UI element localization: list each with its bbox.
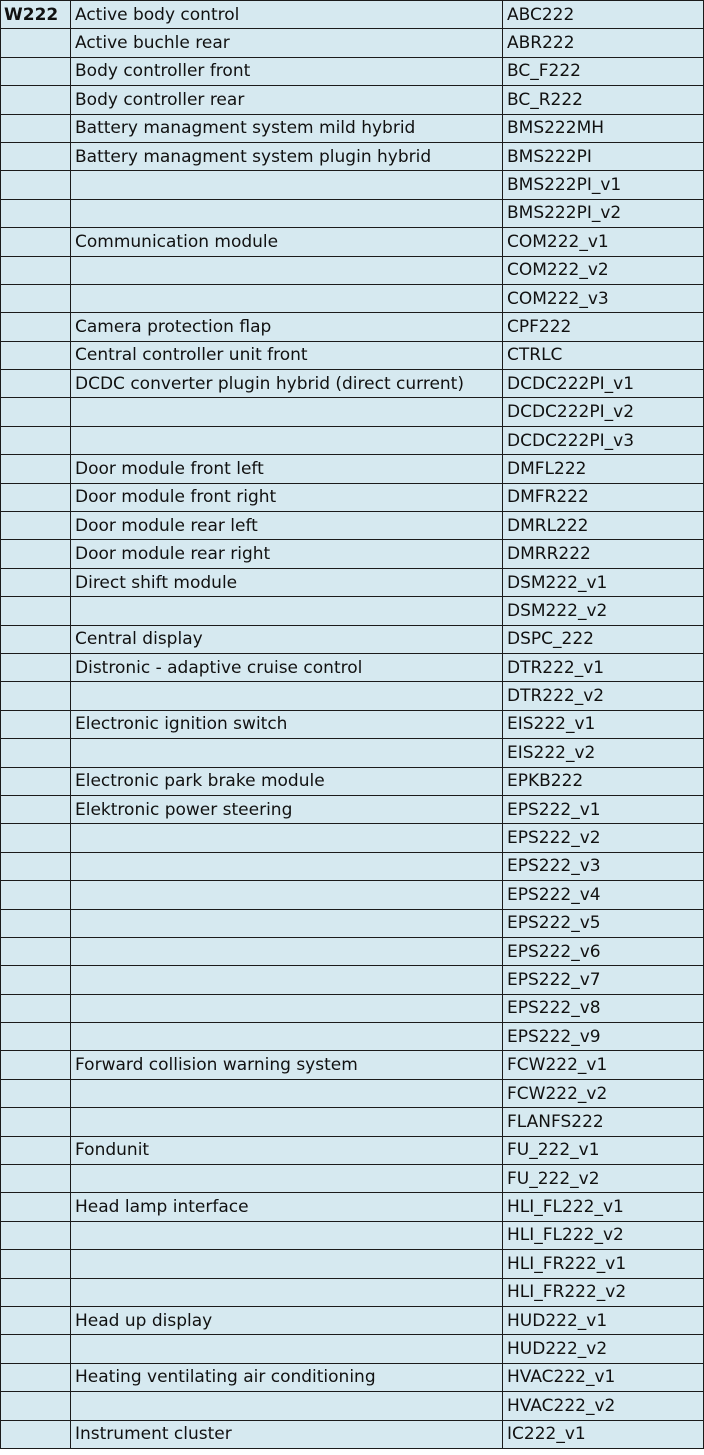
table-row <box>1 114 704 142</box>
table-row <box>1 909 704 937</box>
table-row <box>1 1278 704 1306</box>
module-code-cell: HUD222_v2 <box>503 1335 704 1363</box>
model-cell-empty <box>1 795 71 823</box>
module-name-cell <box>71 966 503 994</box>
module-name-cell: Direct shift module <box>71 568 503 596</box>
model-cell-empty <box>1 483 71 511</box>
model-cell-empty <box>1 313 71 341</box>
model-cell-empty <box>1 710 71 738</box>
module-name-cell: Head lamp interface <box>71 1193 503 1221</box>
module-code-cell: DCDC222PI_v1 <box>503 370 704 398</box>
module-code-cell: FCW222_v2 <box>503 1079 704 1107</box>
table-row <box>1 653 704 681</box>
module-code-cell: EPS222_v3 <box>503 852 704 880</box>
table-row <box>1 739 704 767</box>
model-cell-empty <box>1 57 71 85</box>
module-name-cell: Door module rear left <box>71 512 503 540</box>
table-row <box>1 1023 704 1051</box>
module-code-cell: CTRLC <box>503 341 704 369</box>
module-code-cell: DSM222_v2 <box>503 597 704 625</box>
module-code-cell: DMFL222 <box>503 455 704 483</box>
table-row <box>1 341 704 369</box>
module-code-cell: BC_R222 <box>503 86 704 114</box>
model-cell-empty <box>1 1363 71 1391</box>
module-name-cell <box>71 1079 503 1107</box>
module-name-cell: Active buchle rear <box>71 29 503 57</box>
model-cell-empty <box>1 824 71 852</box>
model-cell-empty <box>1 142 71 170</box>
model-cell-empty <box>1 994 71 1022</box>
module-code-cell: EPS222_v9 <box>503 1023 704 1051</box>
model-cell-empty <box>1 1193 71 1221</box>
model-cell-empty <box>1 284 71 312</box>
module-code-cell: EPS222_v7 <box>503 966 704 994</box>
module-code-cell: DCDC222PI_v3 <box>503 426 704 454</box>
module-code-cell: DTR222_v2 <box>503 682 704 710</box>
table-row <box>1 142 704 170</box>
module-code-cell: BMS222MH <box>503 114 704 142</box>
table-row <box>1 540 704 568</box>
table-row <box>1 426 704 454</box>
table-row <box>1 1108 704 1136</box>
module-name-cell: DCDC converter plugin hybrid (direct current) <box>71 370 503 398</box>
module-name-cell: Door module front right <box>71 483 503 511</box>
module-table-body <box>1 1 704 1449</box>
table-row <box>1 1363 704 1391</box>
module-code-cell: EPS222_v5 <box>503 909 704 937</box>
model-cell-empty <box>1 1165 71 1193</box>
table-row <box>1 994 704 1022</box>
model-cell-empty <box>1 1221 71 1249</box>
table-row <box>1 1051 704 1079</box>
table-row <box>1 1221 704 1249</box>
model-cell-empty <box>1 171 71 199</box>
table-row <box>1 171 704 199</box>
module-name-cell <box>71 1278 503 1306</box>
table-row <box>1 284 704 312</box>
module-name-cell <box>71 426 503 454</box>
module-code-cell: HLI_FR222_v1 <box>503 1250 704 1278</box>
module-name-cell <box>71 398 503 426</box>
module-code-cell: EPS222_v2 <box>503 824 704 852</box>
module-name-cell <box>71 1221 503 1249</box>
model-cell-empty <box>1 1051 71 1079</box>
table-row <box>1 1079 704 1107</box>
module-name-cell <box>71 199 503 227</box>
module-name-cell: Electronic ignition switch <box>71 710 503 738</box>
model-cell-empty <box>1 228 71 256</box>
model-cell-empty <box>1 86 71 114</box>
module-name-cell: Head up display <box>71 1306 503 1334</box>
module-code-cell: DMFR222 <box>503 483 704 511</box>
table-row <box>1 1165 704 1193</box>
model-cell-empty <box>1 966 71 994</box>
module-name-cell: Central display <box>71 625 503 653</box>
table-row <box>1 228 704 256</box>
module-name-cell: Elektronic power steering <box>71 795 503 823</box>
module-name-cell <box>71 1335 503 1363</box>
module-code-cell: BC_F222 <box>503 57 704 85</box>
table-row <box>1 483 704 511</box>
module-code-cell: FU_222_v2 <box>503 1165 704 1193</box>
module-name-cell: Central controller unit front <box>71 341 503 369</box>
module-code-cell: BMS222PI <box>503 142 704 170</box>
table-row <box>1 852 704 880</box>
module-name-cell <box>71 824 503 852</box>
module-code-cell: HUD222_v1 <box>503 1306 704 1334</box>
module-name-cell: Camera protection flap <box>71 313 503 341</box>
module-name-cell: Active body control <box>71 1 503 29</box>
module-name-cell: Electronic park brake module <box>71 767 503 795</box>
table-row <box>1 1136 704 1164</box>
module-code-cell: BMS222PI_v2 <box>503 199 704 227</box>
model-cell-empty <box>1 426 71 454</box>
model-cell-empty <box>1 512 71 540</box>
table-row <box>1 795 704 823</box>
model-cell-empty <box>1 1079 71 1107</box>
module-code-cell: DCDC222PI_v2 <box>503 398 704 426</box>
table-row <box>1 1250 704 1278</box>
table-row <box>1 625 704 653</box>
table-row <box>1 1335 704 1363</box>
module-name-cell: Body controller front <box>71 57 503 85</box>
table-row <box>1 682 704 710</box>
table-row <box>1 256 704 284</box>
module-name-cell: Body controller rear <box>71 86 503 114</box>
module-code-cell: DSM222_v1 <box>503 568 704 596</box>
module-name-cell: Fondunit <box>71 1136 503 1164</box>
model-cell-empty <box>1 1250 71 1278</box>
module-name-cell: Door module rear right <box>71 540 503 568</box>
module-code-cell: FCW222_v1 <box>503 1051 704 1079</box>
model-cell-empty <box>1 909 71 937</box>
table-row <box>1 1392 704 1420</box>
model-cell-empty <box>1 881 71 909</box>
model-cell-empty <box>1 370 71 398</box>
module-code-cell: HLI_FL222_v2 <box>503 1221 704 1249</box>
table-row <box>1 1 704 29</box>
model-cell-empty <box>1 767 71 795</box>
module-code-cell: COM222_v3 <box>503 284 704 312</box>
model-cell-empty <box>1 398 71 426</box>
model-cell-empty <box>1 1420 71 1448</box>
module-name-cell <box>71 909 503 937</box>
model-cell: W222 <box>1 1 71 29</box>
module-code-cell: IC222_v1 <box>503 1420 704 1448</box>
table-row <box>1 370 704 398</box>
model-cell-empty <box>1 682 71 710</box>
table-row <box>1 86 704 114</box>
module-code-cell: EPKB222 <box>503 767 704 795</box>
module-name-cell <box>71 1392 503 1420</box>
model-cell-empty <box>1 1392 71 1420</box>
module-name-cell <box>71 1165 503 1193</box>
table-row <box>1 710 704 738</box>
model-cell-empty <box>1 625 71 653</box>
module-code-cell: HLI_FR222_v2 <box>503 1278 704 1306</box>
model-cell-empty <box>1 1136 71 1164</box>
module-name-cell <box>71 739 503 767</box>
table-row <box>1 824 704 852</box>
model-cell-empty <box>1 29 71 57</box>
table-row <box>1 1420 704 1448</box>
model-cell-empty <box>1 852 71 880</box>
table-row <box>1 1193 704 1221</box>
module-name-cell <box>71 597 503 625</box>
module-name-cell <box>71 881 503 909</box>
module-code-cell: ABR222 <box>503 29 704 57</box>
model-cell-empty <box>1 739 71 767</box>
table-row <box>1 767 704 795</box>
module-code-cell: ABC222 <box>503 1 704 29</box>
module-code-cell: EIS222_v1 <box>503 710 704 738</box>
module-name-cell: Door module front left <box>71 455 503 483</box>
module-code-cell: DTR222_v1 <box>503 653 704 681</box>
module-code-cell: COM222_v2 <box>503 256 704 284</box>
module-code-cell: EPS222_v4 <box>503 881 704 909</box>
module-code-cell: EPS222_v8 <box>503 994 704 1022</box>
module-code-cell: DMRR222 <box>503 540 704 568</box>
module-name-cell <box>71 937 503 965</box>
table-row <box>1 966 704 994</box>
module-name-cell <box>71 1108 503 1136</box>
module-code-cell: BMS222PI_v1 <box>503 171 704 199</box>
model-cell-empty <box>1 1278 71 1306</box>
table-row <box>1 455 704 483</box>
table-row <box>1 57 704 85</box>
module-code-cell: EPS222_v6 <box>503 937 704 965</box>
module-name-cell <box>71 1023 503 1051</box>
model-cell-empty <box>1 199 71 227</box>
module-code-cell: CPF222 <box>503 313 704 341</box>
table-row <box>1 937 704 965</box>
module-name-cell <box>71 284 503 312</box>
model-cell-empty <box>1 1335 71 1363</box>
module-name-cell: Battery managment system mild hybrid <box>71 114 503 142</box>
table-row <box>1 881 704 909</box>
module-name-cell <box>71 171 503 199</box>
module-name-cell: Instrument cluster <box>71 1420 503 1448</box>
module-name-cell <box>71 994 503 1022</box>
table-row <box>1 512 704 540</box>
table-row <box>1 398 704 426</box>
model-cell-empty <box>1 597 71 625</box>
module-code-cell: HVAC222_v2 <box>503 1392 704 1420</box>
model-cell-empty <box>1 114 71 142</box>
module-name-cell <box>71 1250 503 1278</box>
table-row <box>1 568 704 596</box>
module-name-cell: Distronic - adaptive cruise control <box>71 653 503 681</box>
module-code-cell: COM222_v1 <box>503 228 704 256</box>
model-cell-empty <box>1 1023 71 1051</box>
module-code-cell: FU_222_v1 <box>503 1136 704 1164</box>
table-row <box>1 199 704 227</box>
model-cell-empty <box>1 455 71 483</box>
model-cell-empty <box>1 653 71 681</box>
module-code-cell: DSPC_222 <box>503 625 704 653</box>
module-code-cell: HVAC222_v1 <box>503 1363 704 1391</box>
table-row <box>1 29 704 57</box>
model-cell-empty <box>1 341 71 369</box>
module-name-cell: Forward collision warning system <box>71 1051 503 1079</box>
model-cell-empty <box>1 568 71 596</box>
model-cell-empty <box>1 1108 71 1136</box>
model-cell-empty <box>1 256 71 284</box>
table-row <box>1 1306 704 1334</box>
module-code-cell: HLI_FL222_v1 <box>503 1193 704 1221</box>
model-cell-empty <box>1 540 71 568</box>
module-name-cell: Communication module <box>71 228 503 256</box>
module-code-cell: EIS222_v2 <box>503 739 704 767</box>
table-row <box>1 597 704 625</box>
module-name-cell <box>71 256 503 284</box>
module-name-cell <box>71 852 503 880</box>
module-code-cell: FLANFS222 <box>503 1108 704 1136</box>
module-code-cell: EPS222_v1 <box>503 795 704 823</box>
model-cell-empty <box>1 937 71 965</box>
module-name-cell: Battery managment system plugin hybrid <box>71 142 503 170</box>
table-row <box>1 313 704 341</box>
model-cell-empty <box>1 1306 71 1334</box>
module-name-cell: Heating ventilating air conditioning <box>71 1363 503 1391</box>
module-code-cell: DMRL222 <box>503 512 704 540</box>
module-name-cell <box>71 682 503 710</box>
